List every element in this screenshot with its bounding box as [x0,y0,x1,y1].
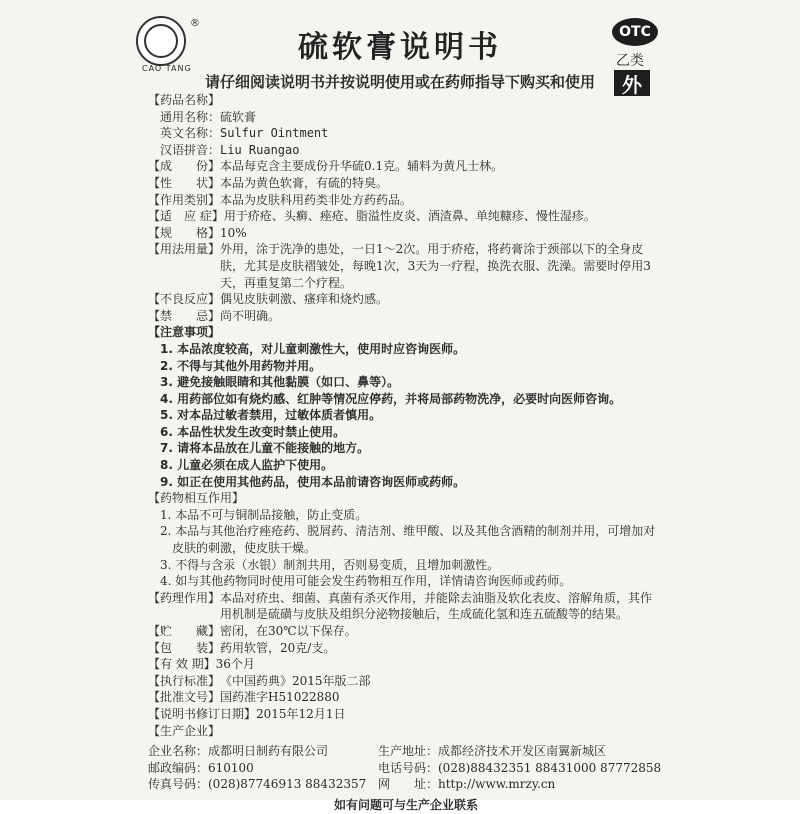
leaflet-body [148,92,664,814]
section-label: 【药理作用】 [148,590,221,605]
section-text: 10% [220,225,247,240]
section-label: 【有 效 期】 [148,657,216,672]
interactions-list [148,507,664,590]
section-text: 尚不明确。 [220,308,281,323]
section-row [148,623,664,640]
section-label: 【用法用量】 [148,242,221,257]
company-info [148,743,664,793]
pinyin-name: 汉语拼音：Liu Ruangao [160,142,300,157]
section-text: 药用软管，20克/支。 [220,640,336,655]
list-item: 1. 本品浓度较高，对儿童刺激性大，使用时应咨询医师。 [160,341,466,356]
section-text: 密闭，在30℃以下保存。 [220,624,357,638]
otc-badge: OTC [612,18,658,46]
section-label: 【性 状】 [148,175,221,190]
section-label: 【贮 藏】 [148,624,221,638]
document-title: 硫软膏说明书 [298,30,502,65]
company-row [148,743,664,760]
section-row [148,656,664,673]
section-text: 外用，涂于洗净的患处，一日1～2次。用于疥疮，将药膏涂于颈部以下的全身皮肤，尤其是皮肤褶皱处，每晚1次，3天为一疗程，换洗衣服、洗澡。需要时停用3天，再重复第二个疗程。 [220,242,651,290]
section-text: 本品每克含主要成份升华硫0.1克。辅料为黄凡士林。 [220,159,504,174]
section-row [148,225,664,242]
precautions-list [148,341,664,490]
company-field: 网 址：http://www.mrzy.cn [378,777,556,792]
list-item: 2. 不得与其他外用药物并用。 [160,358,322,373]
section-label-company: 【生产企业】 [148,723,221,738]
company-field: 传真号码：(028)87746913 88432357 [148,777,367,792]
section-text: 本品为黄色软膏，有硫的特臭。 [220,175,389,190]
section-label-interactions: 【药物相互作用】 [148,491,245,506]
list-item: 8. 儿童必须在成人监护下使用。 [160,458,334,473]
sections-more [148,590,664,723]
section-label: 【包 装】 [148,640,221,655]
section-text: 2015年12月1日 [256,706,346,721]
section-label: 【批准文号】 [148,690,221,705]
section-label: 【禁 忌】 [148,308,221,323]
section-row [148,241,664,291]
section-text: 本品为皮肤科用药类非处方药药品。 [220,192,413,207]
section-row [148,706,664,723]
registered-mark: ® [190,18,200,29]
list-item: 4. 用药部位如有烧灼感、红肿等情况应停药，并将局部药物洗净，必要时向医师咨询。 [160,391,622,406]
section-label: 【规 格】 [148,225,221,240]
list-item: 5. 对本品过敏者禁用，过敏体质者慎用。 [160,408,382,423]
list-item: 1. 本品不可与铜制品接触，防止变质。 [160,507,368,522]
section-label: 【执行标准】 [148,673,221,688]
company-field: 生产地址：成都经济技术开发区南翼新城区 [378,744,607,759]
company-field: 邮政编码：610100 [148,760,254,775]
section-label: 【说明书修订日期】 [148,706,257,721]
company-field: 企业名称：成都明日制药有限公司 [148,744,329,759]
section-row [148,192,664,209]
section-row [148,158,664,175]
section-text: 用于疥疮、头癣、痤疮、脂溢性皮炎、酒渣鼻、单纯糠疹、慢性湿疹。 [223,209,596,224]
section-text: 国药准字H51022880 [220,690,340,705]
company-row [148,760,664,777]
section-label: 【成 份】 [148,159,221,174]
section-row [148,590,664,623]
contact-footer: 如有问题可与生产企业联系 [333,797,478,812]
generic-name: 通用名称：硫软膏 [160,109,257,124]
usage-warning: 请仔细阅读说明书并按说明使用或在药师指导下购买和使用 [204,73,595,91]
section-row [148,308,664,325]
otc-class: 乙类 [616,53,644,69]
list-item: 3. 不得与含汞（水银）制剂共用，否则易变质，且增加刺激性。 [160,557,500,572]
section-row [148,175,664,192]
sections-basic [148,158,664,324]
section-text: 36个月 [215,657,255,672]
section-label: 【作用类别】 [148,192,221,207]
section-text: 《中国药典》2015年版二部 [220,673,371,688]
list-item: 6. 本品性状发生改变时禁止使用。 [160,424,346,439]
section-label-name: 【药品名称】 [148,93,221,107]
list-item: 7. 请将本品放在儿童不能接触的地方。 [160,441,370,456]
section-text: 本品对疥虫、细菌、真菌有杀灭作用，并能除去油脂及软化表皮、溶解角质，其作用机制是硫磺与皮肤及组织分泌物接触后，生成硫化氢和连五硫酸等的结果。 [220,590,653,622]
section-label: 【适 应 症】 [148,209,224,224]
company-row [148,776,664,793]
list-item: 9. 如正在使用其他药品，使用本品前请咨询医师或药师。 [160,474,466,489]
section-row [148,673,664,690]
brand-english-name: CAO TANG [142,64,192,73]
section-label: 【不良反应】 [148,292,221,307]
section-row [148,208,664,225]
list-item: 2. 本品与其他治疗痤疮药、脱屑药、清洁剂、维甲酸、以及其他含酒精的制剂并用，可增加对皮肤的刺激，使皮肤干燥。 [160,524,656,556]
section-row [148,689,664,706]
english-name: 英文名称：Sulfur Ointment [160,126,329,141]
company-field: 电话号码：(028)88432351 88431000 87772858 [378,760,662,775]
section-text: 偶见皮肤刺激、瘙痒和烧灼感。 [220,292,389,307]
section-row [148,640,664,657]
section-label-precautions: 【注意事项】 [148,325,221,340]
external-use-badge: 外 [614,70,650,96]
section-row [148,291,664,308]
list-item: 4. 如与其他药物同时使用可能会发生药物相互作用，详情请咨询医师或药师。 [160,574,572,589]
list-item: 3. 避免接触眼睛和其他黏膜（如口、鼻等）。 [160,375,400,390]
